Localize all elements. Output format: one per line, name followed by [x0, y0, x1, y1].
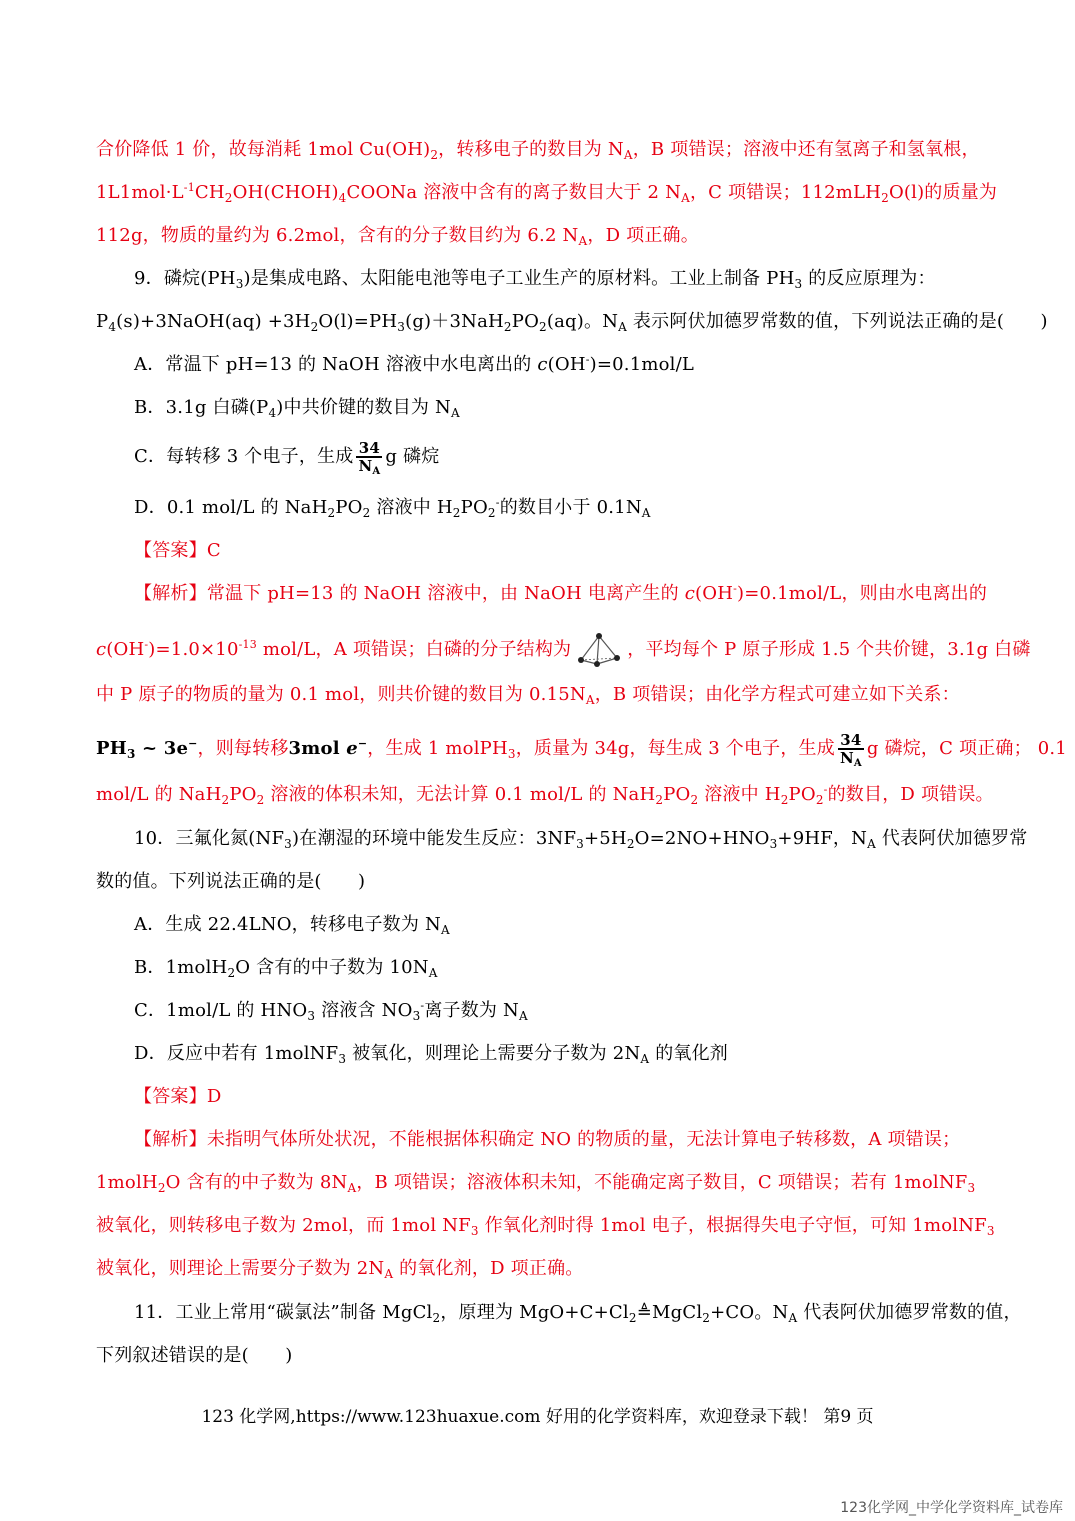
q9-explanation-line-5: mol/L 的 $NaH_2PO_2$ 溶液的体积未知，无法计算 0.1 mol/L 的 $NaH_2PO_2$ 溶液中 $H_2PO_2^-$的数目，D 项错误。 — [96, 783, 994, 807]
fraction-34-over-na: $\frac{34}{N_A}$ — [358, 439, 381, 477]
q10-option-a: A．生成 22.4LNO，转移电子数为 $N_A$ — [134, 914, 450, 937]
watermark-text: 123化学网_中学化学资料库_试卷库 — [840, 1500, 1063, 1516]
page-footer: 123 化学网,https://www.123huaxue.com 好用的化学资料库，欢迎登录下载！ 第9 页 — [201, 1407, 874, 1427]
q10-explanation-line-1: 【解析】未指明气体所处状况，不能根据体积确定 NO 的物质的量，无法计算电子转移数，A 项错误； — [134, 1129, 961, 1150]
q9-stem-line-2: $P_4(s)+3NaOH(aq) +3H_2O(l)=PH_3(g)+3NaH_2PO_2(aq)$。$N_A$ 表示阿伏加德罗常数的值，下列说法正确的是( ) — [96, 311, 1048, 334]
fraction-34-over-na-explanation: $\frac{34}{N_A}$ — [839, 731, 862, 769]
q11-stem-line-2: 下列叙述错误的是( ) — [96, 1345, 293, 1366]
q10-option-d: D．反应中若有 1molNF$_3$ 被氧化，则理论上需要分子数为 $2N_A$ 的氧化剂 — [134, 1043, 729, 1066]
q9-explanation-line-3: 中 P 原子的物质的量为 0.1 mol，则共价键的数目为 $0.15N_A$，B 项错误；由化学方程式可建立如下关系： — [96, 684, 960, 707]
q9-stem-line-1: 9．磷烷$(PH_3)$是集成电路、太阳能电池等电子工业生产的原材料。工业上制备 $PH_3$ 的反应原理为： — [134, 268, 936, 291]
prev-explanation-line-2: $1L1mol\cdot L^{-1}CH_2OH(CHOH)_4COONa$ 溶液中含有的离子数目大于 2 $N_A$，C 项错误；112mLH$_2$O(l)的质量为 — [96, 181, 998, 205]
q10-stem-line-2: 数的值。下列说法正确的是( ) — [96, 871, 366, 892]
q9-option-b: B．3.1g 白磷$(P_4)$中共价键的数目为 $N_A$ — [134, 397, 460, 420]
prev-explanation-line-3: 112g，物质的量约为 6.2mol，含有的分子数目约为 6.2 $N_A$，D 项正确。 — [96, 225, 699, 248]
q9-option-c: C．每转移 3 个电子，生成 $\frac{34}{N_A}$ g 磷烷 — [134, 439, 440, 477]
q9-option-a: A．常温下 pH=13 的 NaOH 溶液中水电离出的 c(OH-)=0.1mol/L — [134, 353, 695, 375]
q10-explanation-line-4: 被氧化，则理论上需要分子数为 $2N_A$ 的氧化剂，D 项正确。 — [96, 1258, 584, 1281]
q9-explanation-line-1: 【解析】常温下 pH=13 的 NaOH 溶液中，由 NaOH 电离产生的 c(OH-)=0.1mol/L，则由水电离出的 — [134, 582, 988, 604]
q10-explanation-line-3: 被氧化，则转移电子数为 2mol，而 1mol $NF_3$ 作氧化剂时得 1mol 电子，根据得失电子守恒，可知 1molNF$_3$ — [96, 1215, 995, 1238]
prev-explanation-line-1: 合价降低 1 价，故每消耗 1mol $Cu(OH)_2$，转移电子的数目为 $N_A$，B 项错误；溶液中还有氢离子和氢氧根， — [96, 139, 980, 162]
q9-option-d: D．0.1 mol/L 的 $NaH_2PO_2$ 溶液中 $H_2PO_2^-$的数目小于 $0.1N_A$ — [134, 496, 651, 520]
q10-option-c: C．1mol/L 的 $HNO_3$ 溶液含 $NO_3^-$离子数为 $N_A$ — [134, 999, 528, 1023]
q9-explanation-line-4: $PH_3$ ~ 3e−，则每转移3mol e−，生成 1 molPH$_3$，质量为 34g，每生成 3 个电子，生成 $\frac{34}{N_A}$ g 磷烷，C 项正确； 0.1 — [96, 731, 1067, 769]
q10-stem-line-1: 10．三氟化氮$(NF_3)$在潮湿的环境中能发生反应：$3NF_3+5H_2O=2NO+HNO_3+9HF$，$N_A$ 代表阿伏加德罗常 — [134, 828, 1028, 851]
q10-option-b: B．1molH$_2$O 含有的中子数为 $10N_A$ — [134, 957, 438, 980]
q9-explanation-line-2: $c(OH^-)=1.0\times 10^{-13}$ mol/L，A 项错误；白磷的分子结构为 ，平均每个 P 原子形成 1.5 个共价键，3.1g 白磷 — [96, 632, 996, 668]
q11-stem-line-1: 11．工业上常用“碳氯法”制备 MgCl$_2$，原理为 $MgO+C+Cl_2≜MgCl_2+CO$。$N_A$ 代表阿伏加德罗常数的值， — [134, 1302, 1022, 1325]
q9-answer: 【答案】C — [134, 540, 221, 561]
q10-answer: 【答案】D — [134, 1086, 222, 1107]
q10-explanation-line-2: 1molH$_2$O 含有的中子数为 $8N_A$，B 项错误；溶液体积未知，不能确定离子数目，C 项错误；若有 1molNF$_3$ — [96, 1172, 976, 1195]
white-phosphorus-structure-icon — [575, 632, 623, 668]
relation-ph3-3e: $PH_3$ ~ 3e− — [96, 737, 198, 761]
